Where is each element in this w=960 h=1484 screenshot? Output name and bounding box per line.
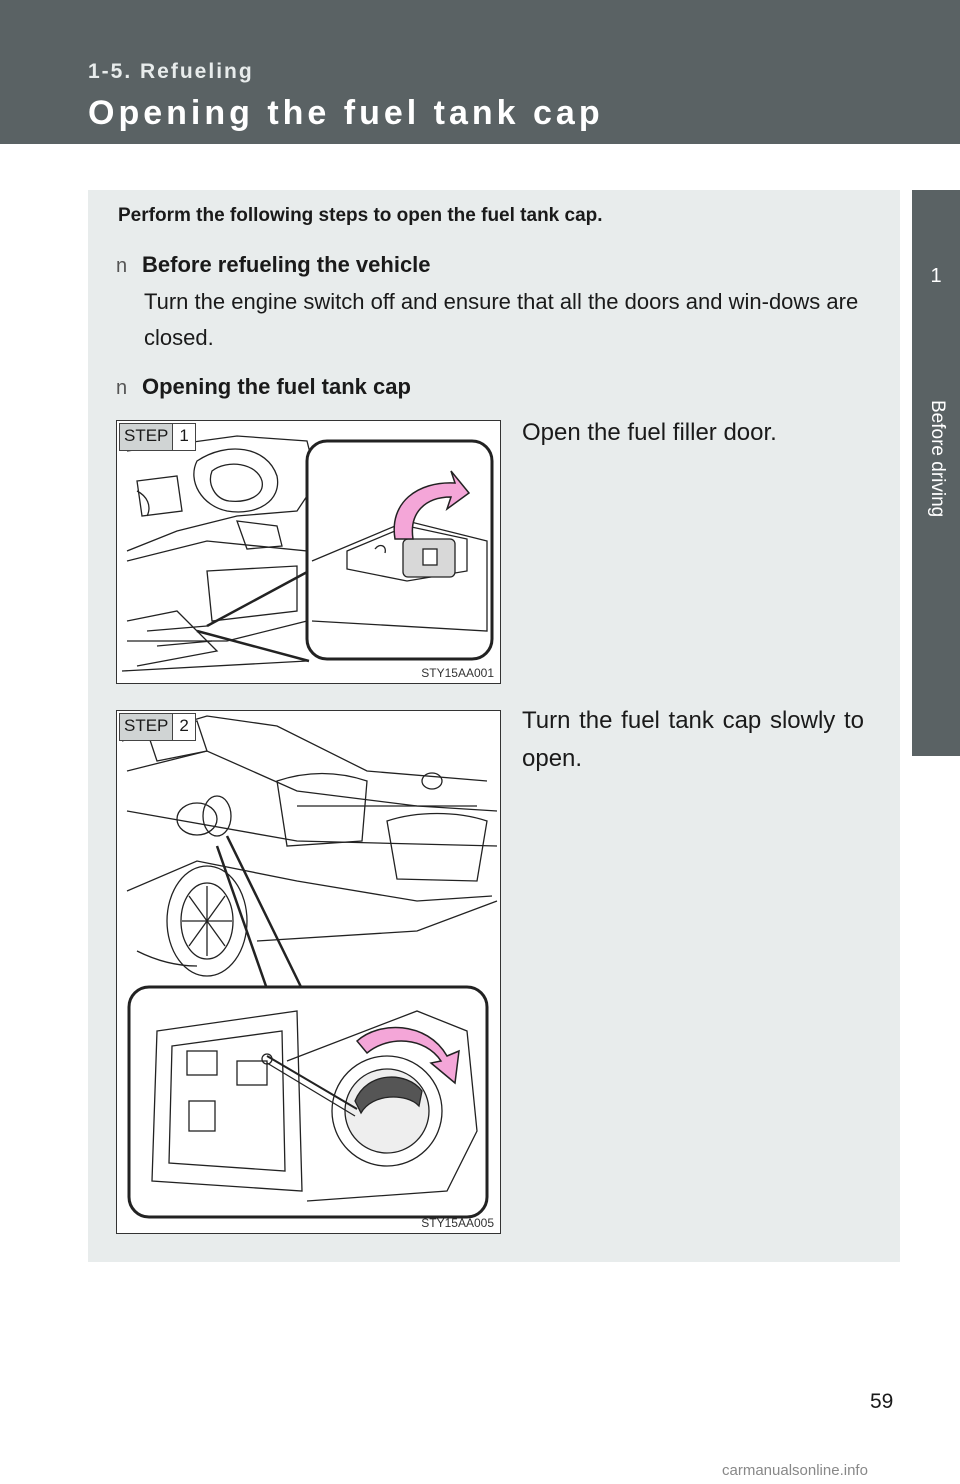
step-1-figure [116, 420, 501, 684]
chapter-number: 1 [930, 265, 942, 287]
page-title: Opening the fuel tank cap [88, 94, 604, 132]
chapter-tab [912, 190, 960, 1260]
step-2-figure [116, 710, 501, 1234]
step-label: STEP [120, 714, 172, 740]
page-header [0, 0, 960, 144]
fuel-door-opener-illustration [117, 421, 500, 683]
step-2-badge [119, 713, 196, 741]
section-heading-before-refueling [116, 252, 431, 278]
section-heading-text: Before refueling the vehicle [142, 252, 431, 277]
section-heading-opening-cap [116, 374, 411, 400]
step-1-badge [119, 423, 196, 451]
before-refueling-text: Turn the engine switch off and ensure that all the doors and win-dows are closed. [144, 289, 859, 350]
chapter-label-block [912, 386, 960, 756]
figure-code: STY15AA001 [421, 666, 494, 680]
step-label: STEP [120, 424, 172, 450]
page-number: 59 [870, 1390, 894, 1413]
bullet-icon: n [116, 377, 128, 399]
step-number: 1 [172, 424, 194, 450]
chapter-number-block [912, 190, 960, 386]
bullet-icon: n [116, 255, 128, 277]
step-1-description: Open the fuel filler door. [522, 419, 777, 446]
watermark: carmanualsonline.info [722, 1462, 868, 1479]
intro-text: Perform the following steps to open the fuel tank cap. [118, 205, 603, 226]
chapter-label: Before driving [927, 400, 948, 518]
fuel-cap-illustration [117, 711, 500, 1233]
step-number: 2 [172, 714, 194, 740]
section-heading-text: Opening the fuel tank cap [142, 374, 411, 399]
step-2-description: Turn the fuel tank cap slowly to open. [522, 707, 864, 772]
section-label: 1-5. Refueling [88, 60, 254, 83]
figure-code: STY15AA005 [421, 1216, 494, 1230]
